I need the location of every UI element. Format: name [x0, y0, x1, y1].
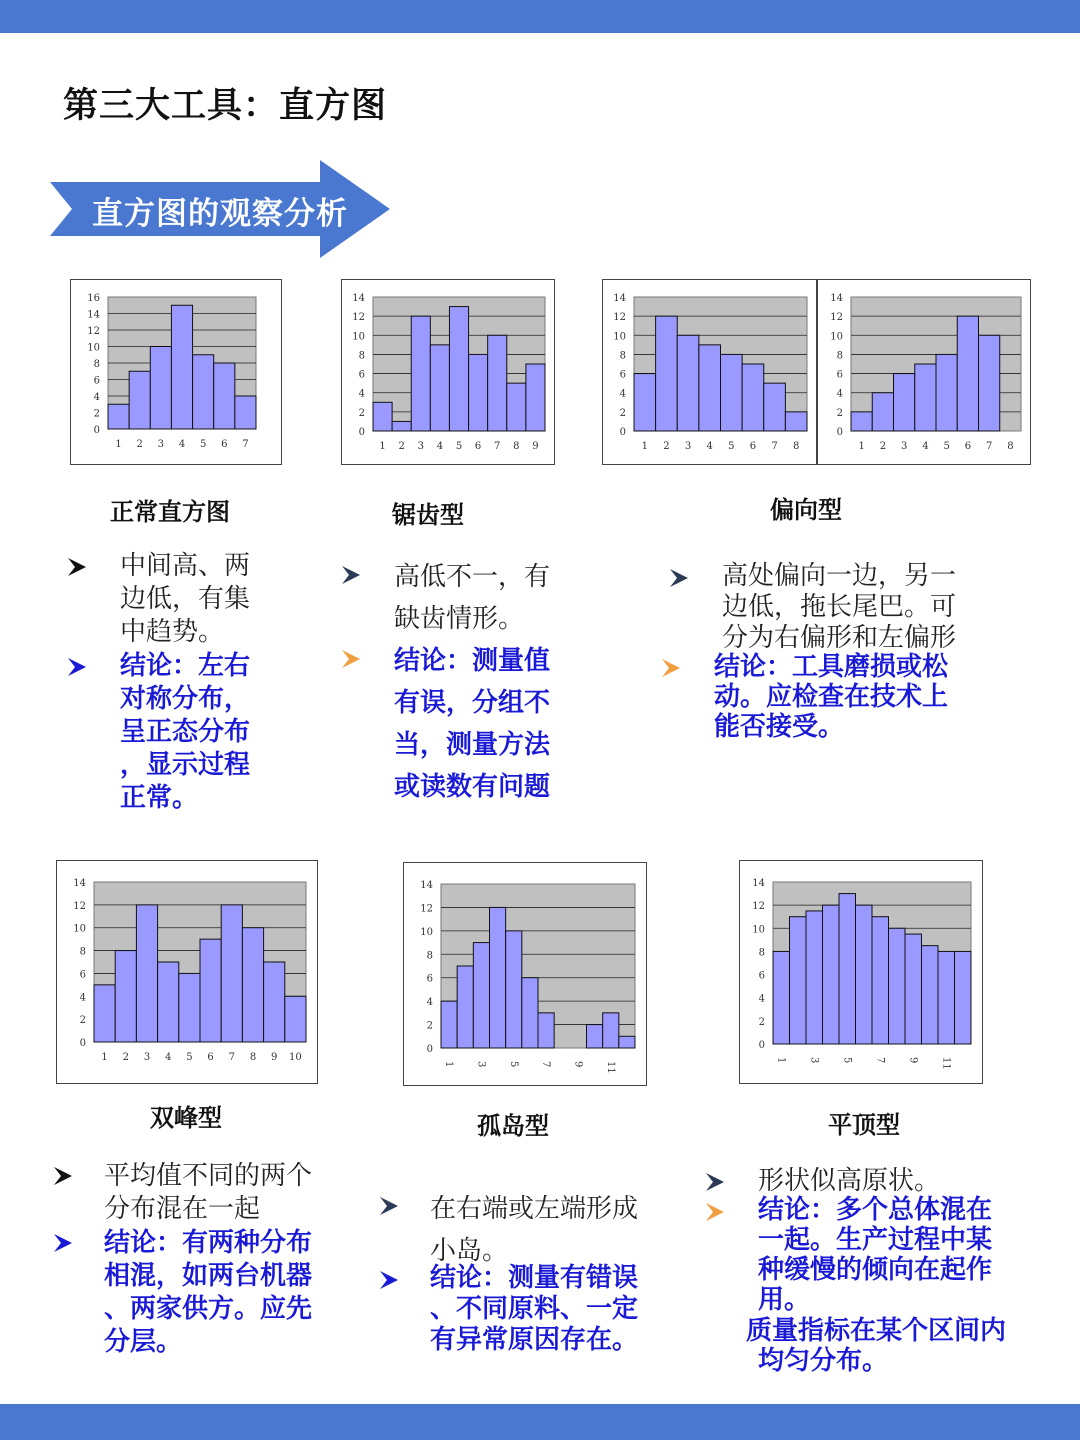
x-tick-label: 2: [663, 441, 670, 452]
x-tick-label: 4: [436, 441, 444, 452]
y-tick-label: 10: [752, 924, 765, 936]
histogram-bar: [115, 951, 136, 1042]
x-tick-label: 1: [115, 439, 122, 450]
y-tick-label: 6: [79, 969, 86, 981]
histogram-bar: [955, 951, 972, 1044]
description-normal: 中间高、两 边低，有集 中趋势。: [120, 551, 251, 647]
histogram-bar: [538, 1013, 554, 1048]
histogram-bar: [894, 374, 915, 431]
histogram-bar: [221, 905, 242, 1042]
x-tick-label: 6: [207, 1052, 214, 1063]
histogram-bar: [656, 316, 678, 431]
x-tick-label: 7: [874, 1057, 886, 1064]
arrow-bullet-icon: [66, 656, 88, 678]
histogram-bar: [905, 934, 922, 1044]
histogram-bar: [823, 905, 840, 1044]
chart-sawtooth: [341, 279, 555, 465]
histogram-bar: [603, 1013, 619, 1048]
x-tick-label: 5: [455, 441, 463, 452]
histogram-bar: [469, 354, 488, 431]
arrow-bullet-icon: [704, 1171, 726, 1193]
y-tick-label: 10: [613, 331, 626, 343]
x-tick-label: 1: [379, 441, 386, 452]
description-skewed: 高处偏向一边，另一 边低，拖长尾巴。可 分为右偏形和左偏形: [722, 561, 957, 653]
histogram-bar: [619, 1036, 635, 1048]
caption-bimodal: 双峰型: [150, 1104, 222, 1132]
x-tick-label: 9: [572, 1061, 584, 1068]
histogram-bar: [242, 928, 263, 1042]
chart-skewed-right: [817, 279, 1031, 465]
y-tick-label: 4: [79, 992, 86, 1004]
x-tick-label: 3: [475, 1061, 487, 1068]
x-tick-label: 8: [513, 441, 520, 452]
arrow-bullet-icon: [660, 657, 682, 679]
y-tick-label: 8: [426, 950, 433, 962]
histogram-bar: [957, 316, 978, 431]
y-tick-label: 2: [79, 1015, 86, 1027]
histogram-bar: [856, 905, 873, 1044]
histogram-bar: [411, 316, 430, 431]
histogram-bar: [235, 396, 256, 429]
x-tick-label: 5: [199, 439, 207, 450]
arrow-bullet-icon: [340, 564, 362, 586]
histogram-bar: [938, 951, 955, 1044]
x-tick-label: 4: [165, 1052, 172, 1063]
description-bimodal: 平均值不同的两个 分布混在一起: [104, 1161, 313, 1224]
histogram-bar: [158, 962, 179, 1042]
y-tick-label: 0: [758, 1040, 765, 1051]
description-island: 在右端或左端形成 小岛。: [430, 1194, 639, 1266]
x-tick-label: 7: [771, 441, 778, 452]
x-tick-label: 1: [443, 1061, 455, 1068]
y-tick-label: 4: [358, 388, 365, 400]
x-tick-label: 4: [706, 441, 713, 452]
histogram-bar: [839, 894, 856, 1044]
histogram-bar: [889, 928, 906, 1044]
histogram-bar: [506, 931, 522, 1048]
chart-bimodal: [56, 860, 318, 1084]
y-tick-label: 0: [79, 1038, 86, 1049]
conclusion-skewed: 结论：工具磨损或松 动。应检查在技术上 能否接受。: [714, 652, 949, 742]
conclusion-normal: 结论：左右 对称分布， 呈正态分布 ，显示过程 正常。: [120, 651, 251, 813]
y-tick-label: 2: [836, 407, 843, 419]
histogram-bar: [457, 966, 473, 1048]
y-tick-label: 4: [619, 388, 626, 400]
y-tick-label: 10: [73, 923, 86, 935]
y-tick-label: 6: [93, 375, 100, 387]
x-tick-label: 2: [398, 441, 405, 452]
histogram-bar: [522, 978, 538, 1048]
x-tick-label: 2: [136, 439, 143, 450]
y-tick-label: 12: [420, 903, 433, 915]
x-tick-label: 1: [641, 441, 648, 452]
histogram-bar: [200, 939, 221, 1042]
x-tick-label: 9: [907, 1057, 919, 1064]
y-tick-label: 8: [836, 350, 843, 362]
description-sawtooth: 高低不一，有 缺齿情形。: [394, 562, 551, 634]
arrow-bullet-icon: [52, 1165, 74, 1187]
histogram-bar: [150, 347, 171, 430]
x-tick-label: 7: [494, 441, 501, 452]
histogram-bar: [922, 946, 939, 1044]
y-tick-label: 2: [426, 1020, 433, 1032]
y-tick-label: 0: [836, 427, 843, 438]
histogram-bar: [94, 985, 115, 1042]
y-tick-label: 4: [758, 993, 765, 1005]
x-tick-label: 3: [808, 1057, 820, 1064]
y-tick-label: 6: [758, 970, 765, 982]
histogram-bar: [108, 404, 129, 429]
x-tick-label: 1: [101, 1052, 108, 1063]
y-tick-label: 4: [426, 997, 433, 1009]
caption-skewed: 偏向型: [770, 496, 842, 524]
y-tick-label: 14: [352, 293, 365, 304]
x-tick-label: 5: [507, 1061, 519, 1068]
arrow-bullet-icon: [66, 556, 88, 578]
x-tick-label: 4: [178, 439, 186, 450]
histogram-bar: [449, 307, 468, 431]
arrow-bullet-icon: [378, 1269, 400, 1291]
y-tick-label: 14: [752, 878, 765, 889]
y-tick-label: 8: [79, 946, 86, 958]
x-tick-label: 5: [943, 441, 950, 452]
histogram-bar: [806, 911, 823, 1044]
x-tick-label: 11: [604, 1061, 616, 1074]
x-tick-label: 3: [157, 439, 165, 450]
histogram-bar: [851, 412, 872, 431]
histogram-bar: [285, 996, 306, 1042]
y-tick-label: 12: [613, 312, 626, 324]
histogram-bar: [634, 374, 656, 431]
x-tick-label: 6: [749, 441, 757, 452]
y-tick-label: 4: [93, 392, 100, 403]
y-tick-label: 12: [352, 312, 365, 324]
histogram-bar: [373, 402, 392, 431]
arrow-bullet-icon: [378, 1195, 400, 1217]
y-tick-label: 2: [758, 1016, 765, 1028]
x-tick-label: 8: [1007, 441, 1014, 452]
y-tick-label: 10: [830, 331, 843, 343]
histogram-bar: [677, 335, 699, 431]
histogram-bar: [179, 973, 200, 1042]
y-tick-label: 2: [619, 407, 626, 419]
x-tick-label: 9: [532, 441, 539, 452]
x-tick-label: 3: [417, 441, 424, 452]
x-tick-label: 4: [922, 441, 929, 452]
x-tick-label: 6: [474, 441, 482, 452]
y-tick-label: 8: [93, 359, 100, 370]
x-tick-label: 9: [271, 1052, 278, 1063]
y-tick-label: 2: [93, 408, 100, 420]
histogram-bar: [507, 383, 526, 431]
caption-plateau: 平顶型: [828, 1111, 900, 1139]
y-tick-label: 8: [358, 350, 365, 362]
y-tick-label: 0: [426, 1044, 433, 1055]
arrow-bullet-icon: [52, 1232, 74, 1254]
chart-island: [403, 862, 647, 1086]
y-tick-label: 8: [619, 350, 626, 362]
y-tick-label: 14: [613, 293, 626, 304]
arrow-bullet-icon: [340, 648, 362, 670]
histogram-bar: [136, 905, 157, 1042]
caption-island: 孤岛型: [477, 1112, 549, 1140]
histogram-bar: [214, 363, 235, 429]
y-tick-label: 12: [830, 312, 843, 324]
histogram-bar: [193, 355, 214, 429]
y-tick-label: 6: [836, 369, 843, 381]
histogram-bar: [764, 383, 786, 431]
x-tick-label: 3: [684, 441, 692, 452]
chart-skewed-left: [602, 279, 817, 465]
x-tick-label: 6: [221, 439, 228, 450]
arrow-bullet-icon: [704, 1201, 726, 1223]
histogram-bar: [785, 412, 807, 431]
y-tick-label: 12: [87, 326, 100, 337]
caption-normal: 正常直方图: [110, 498, 230, 526]
histogram-bar: [699, 345, 721, 431]
top-accent-bar: [0, 0, 1080, 33]
y-tick-label: 12: [752, 901, 765, 913]
x-tick-label: 8: [793, 441, 800, 452]
y-tick-label: 2: [358, 407, 365, 419]
histogram-bar: [872, 917, 889, 1044]
x-tick-label: 1: [775, 1057, 787, 1064]
histogram-bar: [171, 305, 192, 429]
x-tick-label: 6: [964, 441, 972, 452]
histogram-bar: [441, 1001, 457, 1048]
y-tick-label: 4: [836, 388, 843, 400]
y-tick-label: 0: [619, 427, 626, 438]
y-tick-label: 6: [358, 369, 365, 381]
x-tick-label: 7: [540, 1061, 552, 1068]
arrow-bullet-icon: [668, 567, 690, 589]
x-tick-label: 5: [186, 1052, 193, 1063]
conclusion-island: 结论：测量有错误 、不同原料、一定 有异常原因存在。: [430, 1263, 639, 1355]
x-tick-label: 5: [728, 441, 735, 452]
histogram-bar: [264, 962, 285, 1042]
y-tick-label: 14: [830, 293, 843, 304]
chart-normal: [70, 279, 282, 465]
histogram-bar: [392, 421, 411, 431]
x-tick-label: 3: [143, 1052, 151, 1063]
extra-note-plateau: 质量指标在某个区间内 均匀分布。: [746, 1316, 1007, 1376]
y-tick-label: 6: [619, 369, 626, 381]
x-tick-label: 2: [122, 1052, 129, 1063]
histogram-bar: [430, 345, 449, 431]
x-tick-label: 7: [985, 441, 993, 452]
x-tick-label: 3: [900, 441, 908, 452]
histogram-bar: [129, 371, 150, 429]
caption-sawtooth: 锯齿型: [392, 501, 464, 529]
x-tick-label: 1: [858, 441, 865, 452]
y-tick-label: 0: [93, 425, 100, 436]
x-tick-label: 10: [289, 1052, 302, 1063]
histogram-bar: [915, 364, 936, 431]
histogram-bar: [587, 1025, 603, 1048]
histogram-bar: [488, 335, 507, 431]
bottom-accent-bar: [0, 1404, 1080, 1440]
histogram-bar: [721, 354, 743, 431]
conclusion-plateau: 结论：多个总体混在 一起。生产过程中某 种缓慢的倾向在起作 用。: [758, 1195, 993, 1315]
x-tick-label: 8: [249, 1052, 257, 1063]
histogram-bar: [490, 907, 506, 1048]
y-tick-label: 14: [420, 880, 433, 891]
y-tick-label: 14: [87, 309, 100, 321]
histogram-bar: [790, 917, 807, 1044]
histogram-bar: [872, 393, 893, 431]
histogram-bar: [742, 364, 764, 431]
y-tick-label: 12: [73, 900, 86, 912]
description-plateau: 形状似高原状。: [758, 1166, 941, 1196]
y-tick-label: 6: [426, 973, 433, 985]
x-tick-label: 2: [879, 441, 887, 452]
histogram-bar: [936, 354, 957, 431]
y-tick-label: 8: [758, 947, 765, 959]
y-tick-label: 10: [87, 342, 100, 354]
y-tick-label: 10: [352, 331, 365, 343]
page-title: 第三大工具：直方图: [63, 86, 388, 126]
conclusion-sawtooth: 结论：测量值 有误，分组不 当，测量方法 或读数有问题: [394, 646, 551, 802]
x-tick-label: 7: [228, 1052, 235, 1063]
x-tick-label: 7: [242, 439, 249, 450]
histogram-bar: [979, 335, 1000, 431]
y-tick-label: 16: [87, 293, 100, 304]
y-tick-label: 14: [73, 878, 86, 889]
chart-plateau: [739, 860, 983, 1084]
histogram-bar: [473, 943, 489, 1048]
histogram-bar: [526, 364, 545, 431]
banner-title: 直方图的观察分析: [92, 196, 348, 232]
conclusion-bimodal: 结论：有两种分布 相混，如两台机器 、两家供方。应先 分层。: [104, 1228, 313, 1357]
x-tick-label: 5: [841, 1057, 853, 1064]
x-tick-label: 11: [940, 1057, 952, 1070]
y-tick-label: 10: [420, 926, 433, 938]
histogram-bar: [773, 951, 790, 1044]
y-tick-label: 0: [358, 427, 365, 438]
